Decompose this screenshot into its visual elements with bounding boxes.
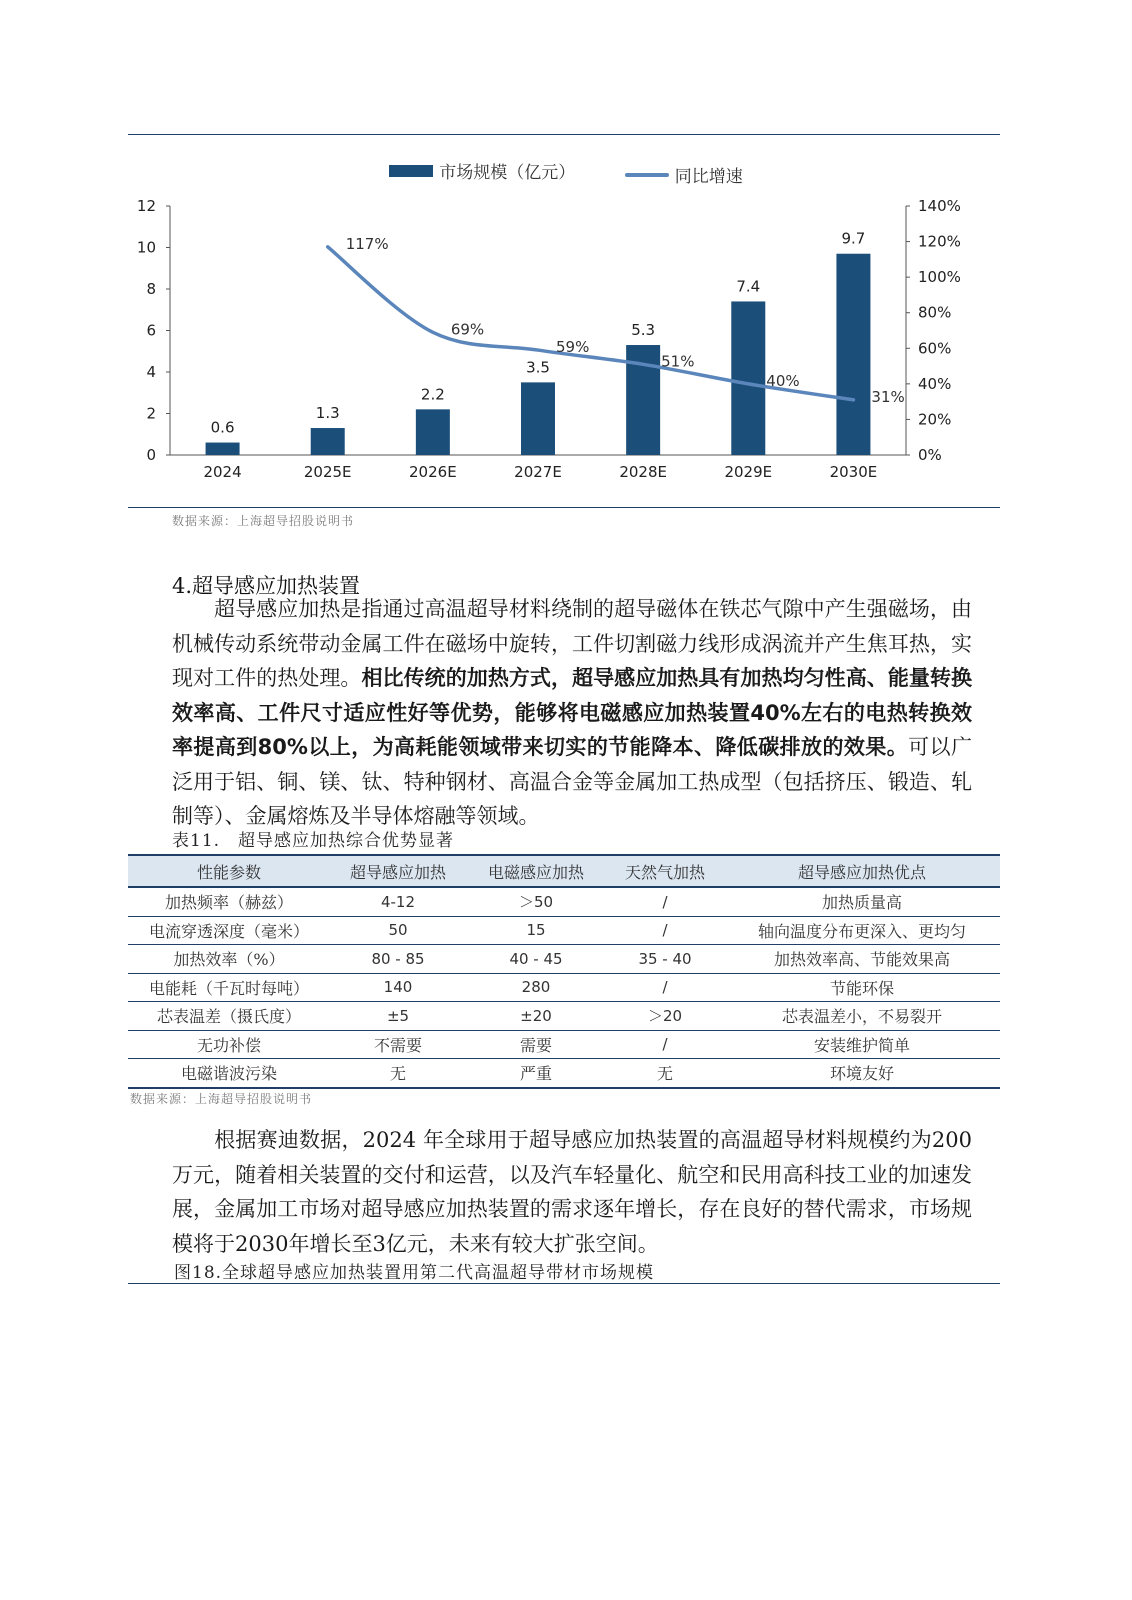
table-source: 数据来源：上海超导招股说明书 — [130, 1092, 313, 1106]
left-axis-tick-label: 12 — [136, 197, 156, 215]
table-header: 天然气加热 — [606, 855, 724, 887]
x-axis-tick-label: 2027E — [514, 463, 562, 481]
table-cell: 加热频率（赫兹） — [128, 887, 330, 916]
line-data-label: 40% — [766, 371, 800, 390]
table-header: 超导感应加热优点 — [724, 855, 1000, 887]
table-cell: 15 — [466, 916, 606, 945]
legend-line-label: 同比增速 — [674, 167, 743, 187]
table-row — [128, 973, 1000, 1002]
table-cell: 需要 — [466, 1030, 606, 1059]
left-axis-tick-label: 10 — [136, 238, 156, 257]
bar-data-label: 1.3 — [315, 404, 340, 423]
x-axis-tick-label: 2024 — [203, 463, 242, 481]
table-cell: ±5 — [330, 1002, 466, 1031]
market-paragraph — [172, 1123, 972, 1261]
x-axis-tick-label: 2030E — [829, 463, 878, 481]
right-axis-tick-label: 0% — [918, 446, 942, 464]
figure-caption: 图18.全球超导感应加热装置用第二代高温超导带材市场规模 — [174, 1263, 655, 1283]
table-header: 超导感应加热 — [330, 855, 466, 887]
x-axis-tick-label: 2029E — [724, 463, 773, 481]
table-cell: / — [606, 916, 724, 945]
chart-bar — [836, 254, 870, 455]
table-cell: / — [606, 973, 724, 1002]
table-cell: 轴向温度分布更深入、更均匀 — [724, 916, 1000, 945]
table-cell: / — [606, 887, 724, 916]
table-cell: ＞20 — [606, 1002, 724, 1031]
bar-data-label: 3.5 — [526, 358, 550, 377]
market-size-chart — [128, 140, 1000, 520]
chart-source: 数据来源：上海超导招股说明书 — [172, 514, 355, 528]
table-cell: 芯表温差（摄氏度） — [128, 1002, 330, 1031]
table-cell: 不需要 — [330, 1030, 466, 1059]
chart-bar — [521, 382, 555, 455]
left-axis-tick-label: 6 — [146, 321, 156, 340]
chart-bar — [731, 301, 765, 455]
table-cell: 加热效率（%） — [128, 945, 330, 974]
left-axis-tick-label: 8 — [146, 280, 156, 298]
bar-data-label: 0.6 — [210, 418, 235, 437]
line-data-label: 31% — [871, 387, 905, 406]
table-header: 性能参数 — [128, 855, 330, 887]
table-cell: 加热质量高 — [724, 887, 1000, 916]
performance-table — [128, 854, 1000, 1089]
table-header: 电磁感应加热 — [466, 855, 606, 887]
market-paragraph-text: 根据赛迪数据，2024 年全球用于超导感应加热装置的高温超导材料规模约为200万元，随着相关装置的交付和运营，以及汽车轻量化、航空和民用高科技工业的加速发展，金属加工市场对超导感应加热装置的需求逐年增长，存在良好的替代需求，市场规模将于2030年增长至3亿元，未来有较大扩张空间。 — [172, 1128, 972, 1256]
bar-data-label: 2.2 — [420, 385, 445, 404]
chart-top-rule — [128, 134, 1000, 135]
right-axis-tick-label: 20% — [918, 410, 952, 429]
right-axis-tick-label: 60% — [918, 339, 952, 358]
section-paragraph — [172, 592, 972, 834]
table-cell: 电磁谐波污染 — [128, 1059, 330, 1088]
bar-data-label: 5.3 — [631, 321, 656, 340]
table-cell: 280 — [466, 973, 606, 1002]
table-cell: 芯表温差小，不易裂开 — [724, 1002, 1000, 1031]
line-data-label: 59% — [556, 338, 590, 357]
table-row — [128, 887, 1000, 916]
table-cell: 无功补偿 — [128, 1030, 330, 1059]
paragraph-tail: 可以广泛用于铝、铜、镁、钛、特种钢材、高温合金等金属加工热成型（包括挤压、锻造、轧制等）、金属熔炼及半导体熔融等领域。 — [172, 735, 972, 828]
line-data-label: 69% — [450, 320, 485, 339]
table-cell: / — [606, 1030, 724, 1059]
table-cell: 安装维护简单 — [724, 1030, 1000, 1059]
line-data-label: 51% — [661, 352, 695, 371]
bar-data-label: 7.4 — [736, 277, 761, 296]
table-cell: 电能耗（千瓦时每吨） — [128, 973, 330, 1002]
table-row — [128, 916, 1000, 945]
table-cell: 无 — [330, 1059, 466, 1088]
x-axis-tick-label: 2028E — [619, 463, 667, 481]
table-cell: ±20 — [466, 1002, 606, 1031]
table-cell: 80 - 85 — [330, 945, 466, 974]
chart-bottom-rule — [128, 507, 1000, 508]
chart-bar — [311, 428, 345, 455]
table-row — [128, 945, 1000, 974]
table-row — [128, 1059, 1000, 1088]
paragraph-lead: 超导感应加热是指通过高温超导材料绕制的超导磁体在铁芯气隙中产生强磁场，由机械传动系统带动金属工件在磁场中旋转，工件切割磁力线形成涡流并产生焦耳热，实现对工件的热处理。 — [172, 597, 972, 690]
paragraph-bold: 相比传统的加热方式，超导感应加热具有加热均匀性高、能量转换效率高、工件尺寸适应性好等优势，能够将电磁感应加热装置40%左右的电热转换效率提高到80%以上，为高耗能领域带来切实的节能降本、降低碳排放的效果。 — [172, 666, 973, 759]
chart-bar — [416, 409, 450, 455]
left-axis-tick-label: 0 — [146, 446, 156, 464]
table-row — [128, 1030, 1000, 1059]
section-heading: 4.超导感应加热装置 — [172, 574, 361, 598]
left-axis-tick-label: 4 — [146, 363, 156, 381]
chart-bar — [206, 443, 240, 455]
table-cell: 35 - 40 — [606, 945, 724, 974]
right-axis-tick-label: 100% — [918, 268, 961, 287]
table-cell: 4-12 — [330, 887, 466, 916]
left-axis-tick-label: 2 — [146, 404, 156, 423]
table-row — [128, 1002, 1000, 1031]
bar-data-label: 9.7 — [841, 229, 866, 248]
table-cell: 环境友好 — [724, 1059, 1000, 1088]
table-cell: 50 — [330, 916, 466, 945]
table-cell: 节能环保 — [724, 973, 1000, 1002]
line-data-label: 117% — [345, 234, 389, 253]
table-cell: 电流穿透深度（毫米） — [128, 916, 330, 945]
table-caption: 表11. 超导感应加热综合优势显著 — [172, 831, 455, 851]
table-cell: 无 — [606, 1059, 724, 1088]
x-axis-tick-label: 2025E — [303, 463, 352, 481]
x-axis-tick-label: 2026E — [409, 463, 457, 481]
table-cell: 140 — [330, 973, 466, 1002]
table-cell: 40 - 45 — [466, 945, 606, 974]
table-cell: 严重 — [466, 1059, 606, 1088]
table-cell: 加热效率高、节能效果高 — [724, 945, 1000, 974]
right-axis-tick-label: 80% — [918, 303, 952, 322]
figure-caption-rule — [128, 1283, 1000, 1284]
table-cell: ＞50 — [466, 887, 606, 916]
table-header-row — [128, 855, 1000, 887]
right-axis-tick-label: 140% — [918, 197, 961, 215]
right-axis-tick-label: 40% — [918, 374, 952, 393]
legend-bar-label: 市场规模（亿元） — [439, 163, 576, 183]
right-axis-tick-label: 120% — [918, 232, 961, 251]
